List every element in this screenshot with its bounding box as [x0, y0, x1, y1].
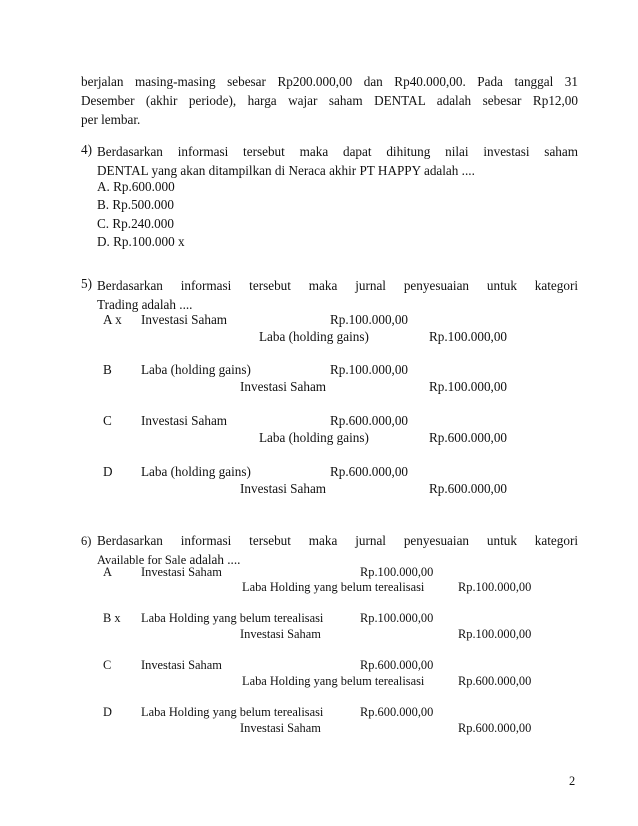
q4-line-1: Berdasarkan informasi tersebut maka dapat dihitung nilai investasi saham [97, 144, 578, 159]
q5-a-label: A x [103, 312, 122, 327]
q5-text [97, 276, 578, 314]
q6-line-1: Berdasarkan informasi tersebut maka jurnal penyesuaian untuk kategori [97, 533, 578, 548]
q5-line-2: Trading adalah .... [97, 297, 193, 312]
q6-c-credit-amount: Rp.600.000,00 [458, 674, 532, 688]
q5-line-1: Berdasarkan informasi tersebut maka jurnal penyesuaian untuk kategori [97, 278, 578, 293]
q6-a-debit-account: Investasi Saham [141, 565, 222, 579]
q6-a-credit-account: Laba Holding yang belum terealisasi [242, 580, 425, 594]
intro-line-3: per lembar. [81, 112, 141, 127]
q5-a-credit-amount: Rp.100.000,00 [429, 329, 508, 344]
q6-a-credit-amount: Rp.100.000,00 [458, 580, 532, 594]
q5-c-debit-account: Investasi Saham [141, 413, 228, 428]
q5-d-credit-amount: Rp.600.000,00 [429, 481, 508, 496]
q4-line-2: DENTAL yang akan ditampilkan di Neraca akhir PT HAPPY adalah .... [97, 163, 475, 178]
q5-d-debit-amount: Rp.600.000,00 [330, 464, 409, 479]
page-number: 2 [569, 774, 576, 788]
q4-option-d: D. Rp.100.000 x [97, 233, 185, 249]
q5-d-debit-account: Laba (holding gains) [141, 464, 251, 479]
q5-d-label: D [103, 464, 113, 479]
q6-a-label: A [103, 565, 112, 579]
q4-option-c: C. Rp.240.000 [97, 215, 174, 231]
q6-c-debit-amount: Rp.600.000,00 [360, 658, 434, 672]
q6-number: 6) [81, 534, 92, 548]
q5-c-credit-amount: Rp.600.000,00 [429, 430, 508, 445]
intro-line-2: Desember (akhir periode), harga wajar saham DENTAL adalah sebesar Rp12,00 [81, 93, 578, 108]
q6-b-debit-account: Laba Holding yang belum terealisasi [141, 611, 324, 625]
q6-c-label: C [103, 658, 112, 672]
q5-b-debit-amount: Rp.100.000,00 [330, 362, 409, 377]
q6-d-credit-account: Investasi Saham [240, 721, 321, 735]
q6-b-debit-amount: Rp.100.000,00 [360, 611, 434, 625]
q6-b-label: B x [103, 611, 121, 625]
q6-d-credit-amount: Rp.600.000,00 [458, 721, 532, 735]
q5-a-credit-account: Laba (holding gains) [259, 329, 369, 344]
q5-b-debit-account: Laba (holding gains) [141, 362, 251, 377]
q5-b-label: B [103, 362, 112, 377]
q5-b-credit-amount: Rp.100.000,00 [429, 379, 508, 394]
q6-d-label: D [103, 705, 112, 719]
q6-a-debit-amount: Rp.100.000,00 [360, 565, 434, 579]
q4-number: 4) [81, 142, 92, 157]
q4-text [97, 142, 578, 180]
q5-d-credit-account: Investasi Saham [240, 481, 327, 496]
q5-b-credit-account: Investasi Saham [240, 379, 327, 394]
q6-b-credit-account: Investasi Saham [240, 627, 321, 641]
q5-c-credit-account: Laba (holding gains) [259, 430, 369, 445]
intro-paragraph [81, 72, 578, 129]
q4-option-b: B. Rp.500.000 [97, 197, 174, 213]
q6-line-2-rest: adalah .... [186, 552, 241, 567]
q5-a-debit-amount: Rp.100.000,00 [330, 312, 409, 327]
q4-option-a: A. Rp.600.000 [97, 179, 175, 194]
intro-line-1: berjalan masing-masing sebesar Rp200.000,00 dan Rp40.000,00. Pada tanggal 31 [81, 74, 578, 89]
q6-b-credit-amount: Rp.100.000,00 [458, 627, 532, 641]
q5-c-label: C [103, 413, 112, 428]
q6-category: Available for Sale [97, 553, 187, 567]
q6-c-credit-account: Laba Holding yang belum terealisasi [242, 674, 425, 688]
q5-c-debit-amount: Rp.600.000,00 [330, 413, 409, 428]
q5-a-debit-account: Investasi Saham [141, 312, 228, 327]
q4-options [97, 178, 185, 251]
q6-d-debit-account: Laba Holding yang belum terealisasi [141, 705, 324, 719]
q6-d-debit-amount: Rp.600.000,00 [360, 705, 434, 719]
q6-c-debit-account: Investasi Saham [141, 658, 222, 672]
q5-number: 5) [81, 276, 92, 291]
